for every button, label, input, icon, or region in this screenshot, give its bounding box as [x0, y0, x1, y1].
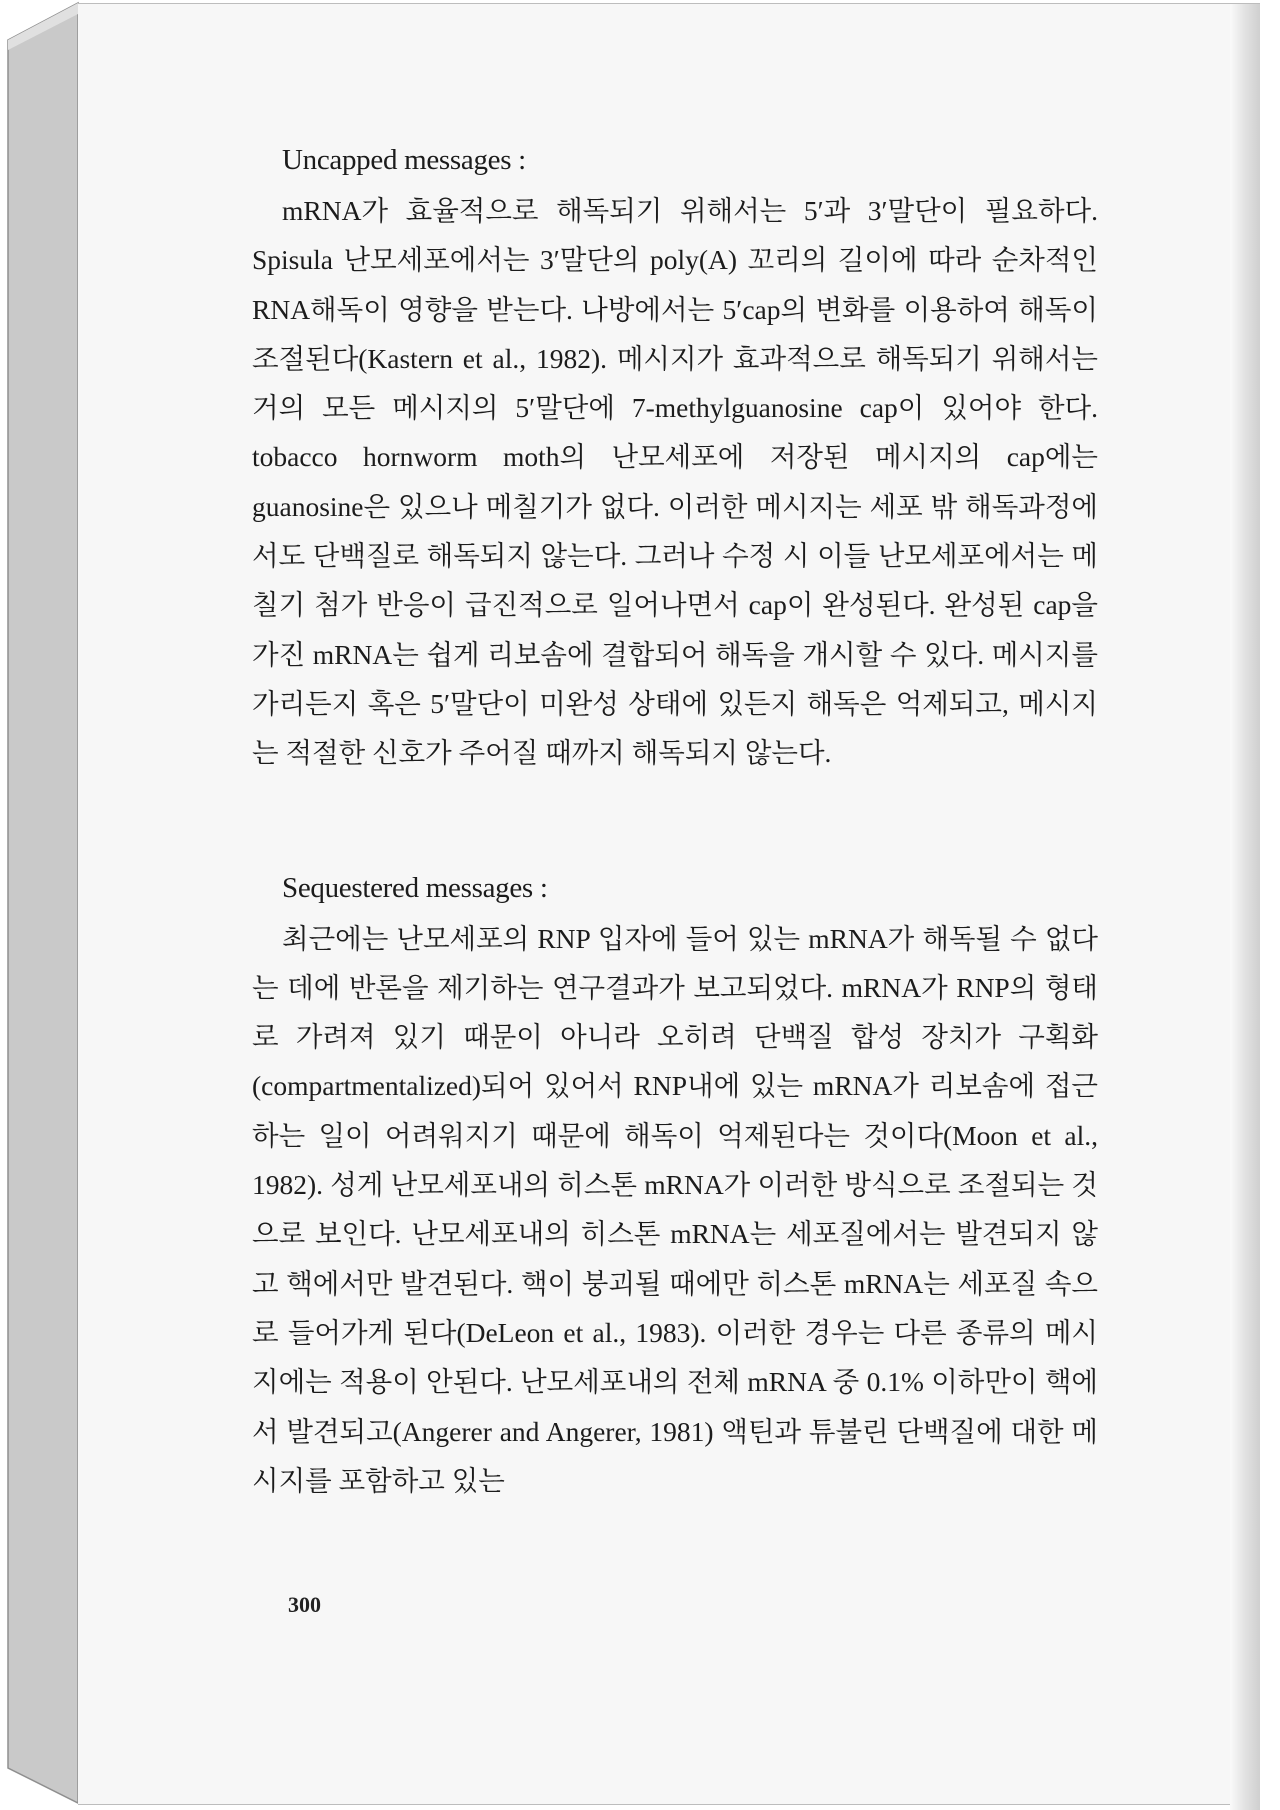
page-number: 300: [288, 1592, 321, 1617]
paragraph-sequestered: 최근에는 난모세포의 RNP 입자에 들어 있는 mRNA가 해독될 수 없다는 데에 반론을 제기하는 연구결과가 보고되었다. mRNA가 RNP의 형태로 가려져 있기 때문이 아니라 오히려 단백질 합성 장치가 구획화(compartmentalized)되어 있어서 RNP내에 있는 mRNA가 리보솜에 접근하는 일이 어려워지기 때문에 해독이 억제된다는 것이다(Moon et al., 1982). 성게 난모세포내의 히스톤 mRNA가 이러한 방식으로 조절되는 것으로 보인다. 난모세포내의 히스톤 mRNA는 세포질에서는 발견되지 않고 핵에서만 발견된다. 핵이 붕괴될 때에만 히스톤 mRNA는 세포질 속으로 들어가게 된다(DeLeon et al., 1983). 이러한 경우는 다른 종류의 메시지에는 적용이 안된다. 난모세포내의 전체 mRNA 중 0.1% 이하만이 핵에서 발견되고(Angerer and Angerer, 1981) 액틴과 튜불린 단백질에 대한 메시지를 포함하고 있는: [252, 922, 1098, 1496]
page-edge-shadow: [1230, 4, 1260, 1810]
page-text: [252, 140, 1098, 1505]
paragraph-uncapped: mRNA가 효율적으로 해독되기 위해서는 5′과 3′말단이 필요하다. Spisula 난모세포에서는 3′말단의 poly(A) 꼬리의 길이에 따라 순차적인 RNA해독이 영향을 받는다. 나방에서는 5′cap의 변화를 이용하여 해독이 조절된다(Kastern et al., 1982). 메시지가 효과적으로 해독되기 위해서는 거의 모든 메시지의 5′말단에 7-methylguanosine cap이 있어야 한다. tobacco hornworm moth의 난모세포에 저장된 메시지의 cap에는 guanosine은 있으나 메칠기가 없다. 이러한 메시지는 세포 밖 해독과정에서도 단백질로 해독되지 않는다. 그러나 수정 시 이들 난모세포에서는 메칠기 첨가 반응이 급진적으로 일어나면서 cap이 완성된다. 완성된 cap을 가진 mRNA는 쉽게 리보솜에 결합되어 해독을 개시할 수 있다. 메시지를 가리든지 혹은 5′말단이 미완성 상태에 있든지 해독은 억제되고, 메시지는 적절한 신호가 주어질 때까지 해독되지 않는다.: [252, 195, 1098, 769]
section-heading-sequestered: Sequestered messages :: [282, 871, 548, 904]
section-heading-uncapped: Uncapped messages :: [282, 144, 526, 176]
